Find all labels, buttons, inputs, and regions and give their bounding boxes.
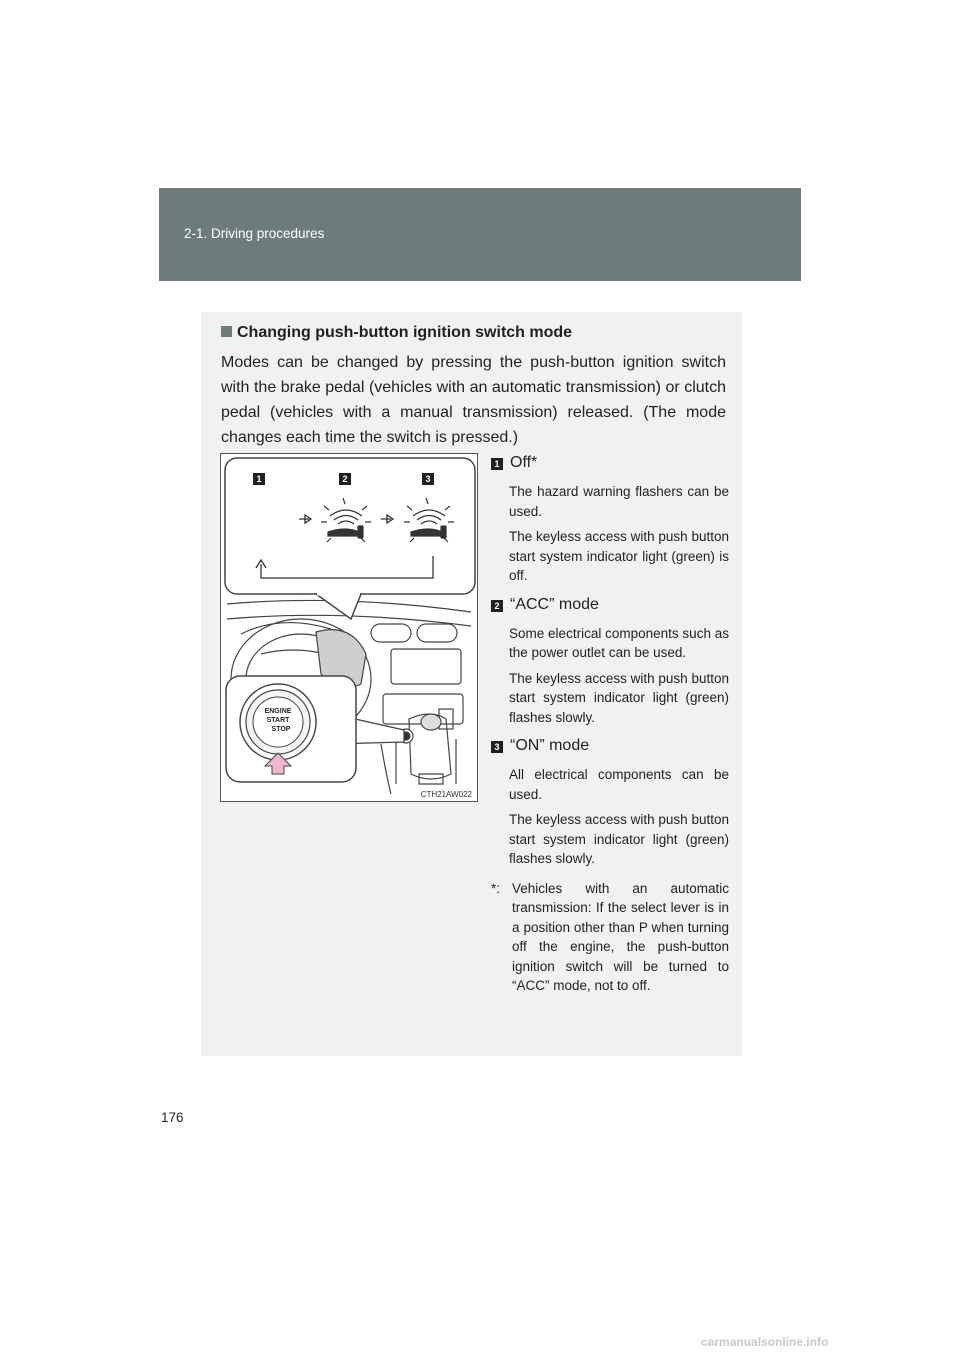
badge-1 bbox=[253, 473, 265, 485]
button-text-start: START bbox=[266, 717, 290, 724]
mode-title: Off* bbox=[510, 454, 538, 471]
ignition-illustration bbox=[220, 453, 478, 802]
mode-head-off bbox=[491, 454, 729, 476]
heading-square-icon bbox=[221, 326, 232, 337]
button-text-engine: ENGINE bbox=[264, 708, 292, 715]
mode-number-badge: 2 bbox=[491, 600, 503, 612]
badge-3 bbox=[422, 473, 434, 485]
ignition-diagram bbox=[221, 454, 479, 803]
mode-number-badge: 3 bbox=[491, 741, 503, 753]
mode-description: Some electrical components such as the power outlet can be used. bbox=[509, 625, 729, 660]
footnote-text: Vehicles with an automatic transmission: If the select lever is in a position other than P when turning off the engine, the push-button ignition switch will be turned to “ACC” mode, not to off. bbox=[512, 880, 729, 993]
mode-item-acc bbox=[491, 596, 729, 728]
start-button-inset bbox=[226, 676, 404, 782]
button-text-stop: STOP bbox=[271, 726, 291, 733]
mode-description: The keyless access with push button start system indicator light (green) is off. bbox=[509, 529, 729, 583]
badge-2 bbox=[339, 473, 351, 485]
mode-description: The hazard warning flashers can be used. bbox=[509, 484, 729, 519]
footnote-mark: *: bbox=[491, 880, 501, 896]
content-box bbox=[201, 312, 742, 1056]
mode-number-badge: 1 bbox=[491, 458, 503, 470]
badge-1-label: 1 bbox=[256, 474, 262, 484]
mode-description: The keyless access with push button start system indicator light (green) flashes slowly. bbox=[509, 812, 729, 866]
page-number: 176 bbox=[161, 1110, 184, 1125]
intro-paragraph: Modes can be changed by pressing the push-button ignition switch with the brake pedal (vehicles with an automatic transmission) or clutch pedal (vehicles with a manual transmission) released. (The mode changes each time the switch is pressed.) bbox=[221, 354, 726, 446]
mode-list bbox=[491, 454, 729, 996]
watermark: carmanualsonline.info bbox=[701, 1335, 829, 1349]
section-label: 2-1. Driving procedures bbox=[184, 226, 325, 241]
heading-text: Changing push-button ignition switch mode bbox=[237, 324, 573, 341]
mode-item-on bbox=[491, 737, 729, 869]
header-band bbox=[159, 188, 801, 281]
mode-head-acc bbox=[491, 596, 729, 618]
mode-description: All electrical components can be used. bbox=[509, 767, 729, 802]
footnote bbox=[491, 879, 729, 996]
section-heading bbox=[221, 324, 572, 342]
illustration-code: CTH21AW022 bbox=[420, 790, 472, 799]
mode-description: The keyless access with push button start system indicator light (green) flashes slowly. bbox=[509, 670, 729, 725]
badge-3-label: 3 bbox=[425, 474, 431, 484]
badge-2-label: 2 bbox=[342, 474, 348, 484]
mode-head-on bbox=[491, 737, 729, 759]
mode-title: “ACC” mode bbox=[510, 595, 599, 613]
mode-title: “ON” mode bbox=[510, 737, 590, 754]
mode-item-off bbox=[491, 454, 729, 586]
